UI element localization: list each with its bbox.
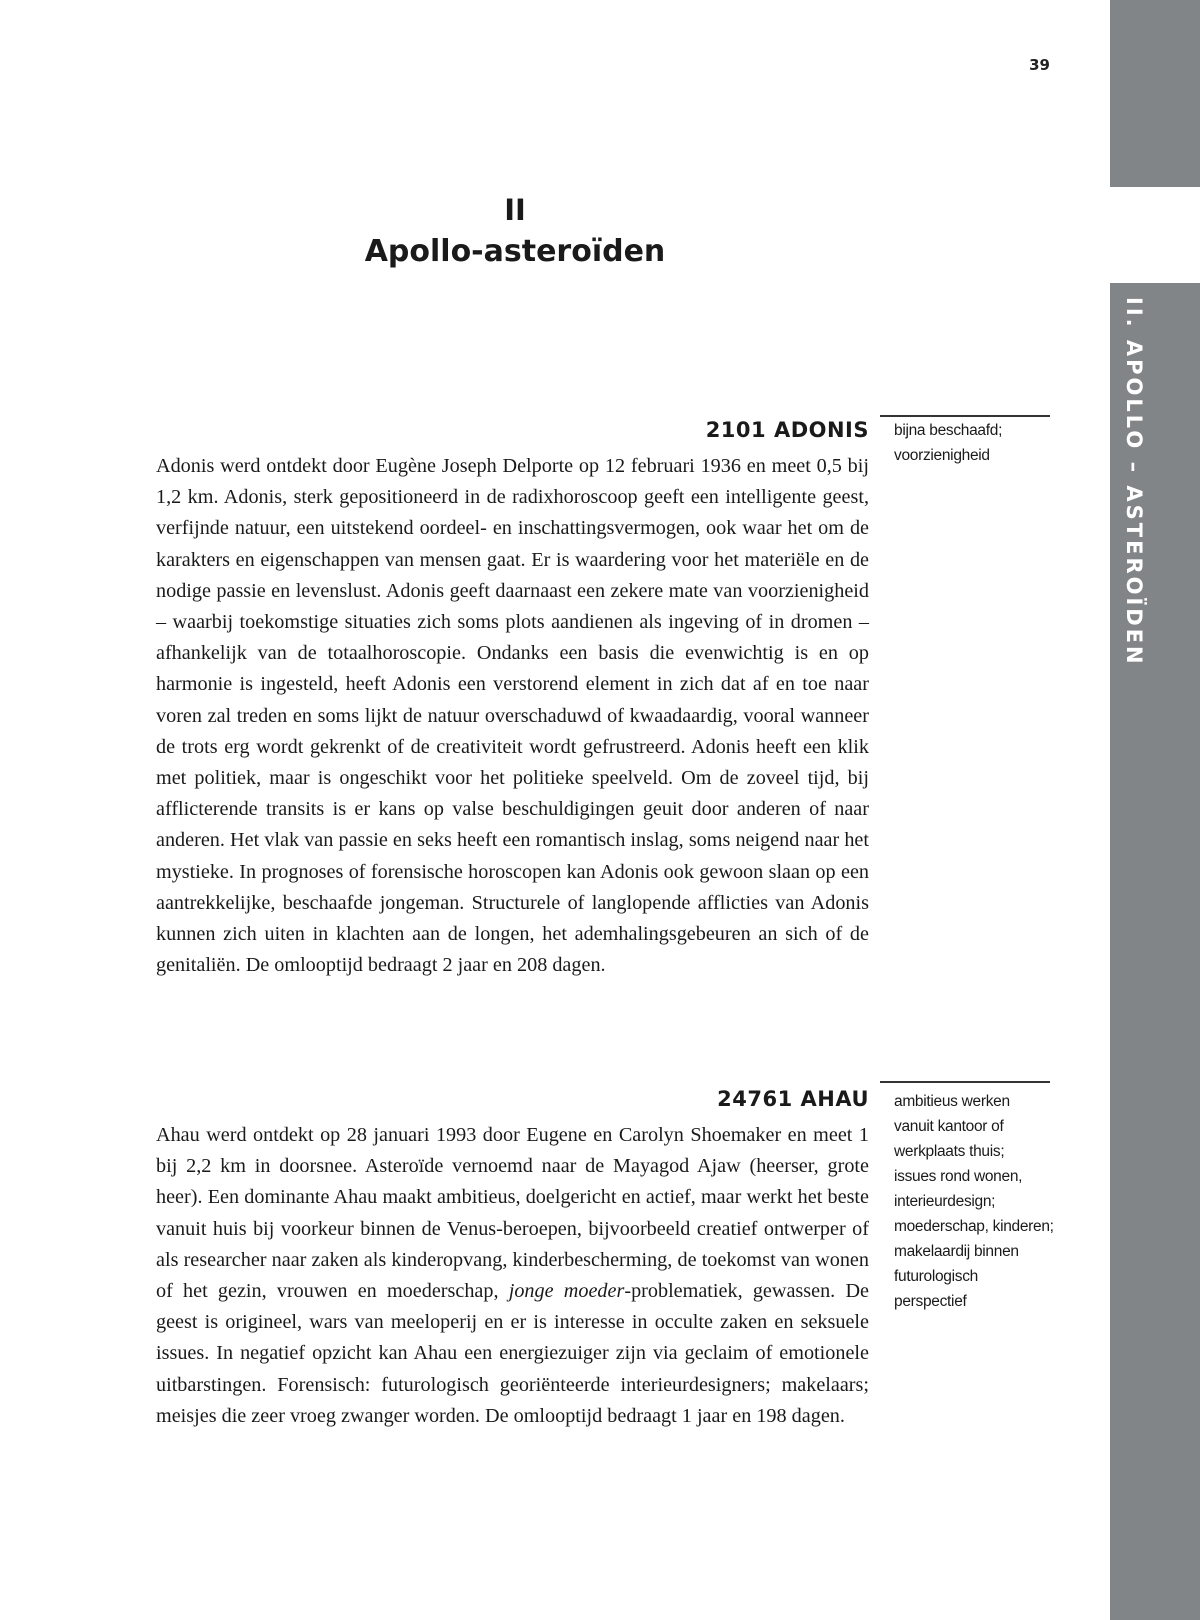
entry-title: 2101 ADONIS — [705, 418, 869, 442]
keyword-line: perspectief — [894, 1293, 967, 1310]
entry-keywords — [894, 1089, 1054, 1314]
chapter-heading — [300, 190, 730, 274]
keyword-line: voorzienigheid — [894, 447, 990, 464]
chapter-title: Apollo-asteroïden — [364, 234, 666, 269]
keyword-line: bijna beschaafd; — [894, 422, 1003, 439]
entry-title: 24761 AHAU — [717, 1087, 869, 1111]
chapter-tab-label: II. APOLLO – ASTEROÏDEN — [1122, 297, 1146, 667]
keyword-line: vanuit kantoor of — [894, 1118, 1004, 1135]
body-text: -problematiek, gewassen. De geest is origineel, wars van meeloperij en er is interesse in occulte zaken en seksuele issues. In negatief opzicht kan Ahau een energiezuiger zijn via geclaim of emotionele uitbarstingen. Forensisch: futurologisch georiënteerde interieurdesigners; makelaars; meisjes die zeer vroeg zwanger worden. De omlooptijd bedraagt 1 jaar en 198 dagen. — [156, 1280, 869, 1427]
entry-rule — [880, 415, 1050, 417]
keyword-line: interieurdesign; — [894, 1193, 996, 1210]
thumb-tab-top — [1110, 0, 1200, 187]
entry-body: Adonis werd ontdekt door Eugène Joseph Delporte op 12 februari 1936 en meet 0,5 bij 1,2 km. Adonis, sterk gepositioneerd in de radixhoroscoop geeft een intelligente geest, verfijnde natuur, een uitstekend oordeel- en inschattingsvermogen, ook waar het om de karakters en eigenschappen van mensen gaat. Er is waardering voor het materiële en de nodige passie en levenslust. Adonis geeft daarnaast een zekere mate van voorzienigheid – waarbij toekomstige situaties zich soms plots aandienen als ingeving of in dromen – afhankelijk van de totaalhoroscopie. Ondanks een basis die evenwichtig is en op harmonie is ingesteld, heeft Adonis een verstorend element in zich dat af en toe naar voren zal treden en soms lijkt de natuur overschaduwd of kwaadaardig, vooral wanneer de trots erg wordt gekrenkt of de creativiteit wordt gefrustreerd. Adonis heeft een klik met politiek, maar is ongeschikt voor het politieke speelveld. Om de zoveel tijd, bij afflicterende transits is er kans op valse beschuldigingen geuit door anderen of naar anderen. Het vlak van passie en seks heeft een romantisch inslag, soms neigend naar het mystieke. In prognoses of forensische horoscopen kan Adonis ook gewoon slaan op een aantrekkelijke, beschaafde jongeman. Structurele of langlopende afflicties van Adonis kunnen zich uiten in klachten aan de longen, het ademhalingsgebeuren an sich of de genitaliën. De omlooptijd bedraagt 2 jaar en 208 dagen. — [156, 455, 869, 977]
entry-body — [156, 1120, 869, 1432]
body-emphasis: jonge moeder — [508, 1280, 625, 1303]
keyword-line: issues rond wonen, — [894, 1168, 1023, 1185]
body-text: Ahau werd ontdekt op 28 januari 1993 door Eugene en Carolyn Shoemaker en meet 1 bij 2,2 km in doorsnee. Asteroïde vernoemd naar de Mayagod Ajaw (heerser, grote heer). Een dominante Ahau maakt ambitieus, doelgericht en actief, maar werkt het beste vanuit huis bij voorkeur binnen de Venus-beroepen, bijvoorbeeld creatief ontwerper of als researcher naar zaken als kinderopvang, kinderbescherming, de toekomst van wonen of het gezin, vrouwen en moederschap, — [156, 1124, 869, 1303]
keyword-line: ambitieus werken — [894, 1093, 1010, 1110]
entry-rule — [880, 1081, 1050, 1083]
keyword-line: werkplaats thuis; — [894, 1143, 1005, 1160]
keyword-line: futurologisch — [894, 1268, 978, 1285]
keyword-line: makelaardij binnen — [894, 1243, 1019, 1260]
entry-keywords — [894, 418, 1054, 468]
page-number: 39 — [1029, 56, 1050, 74]
chapter-number: II — [504, 193, 526, 227]
keyword-line: moederschap, kinderen; — [894, 1218, 1054, 1235]
